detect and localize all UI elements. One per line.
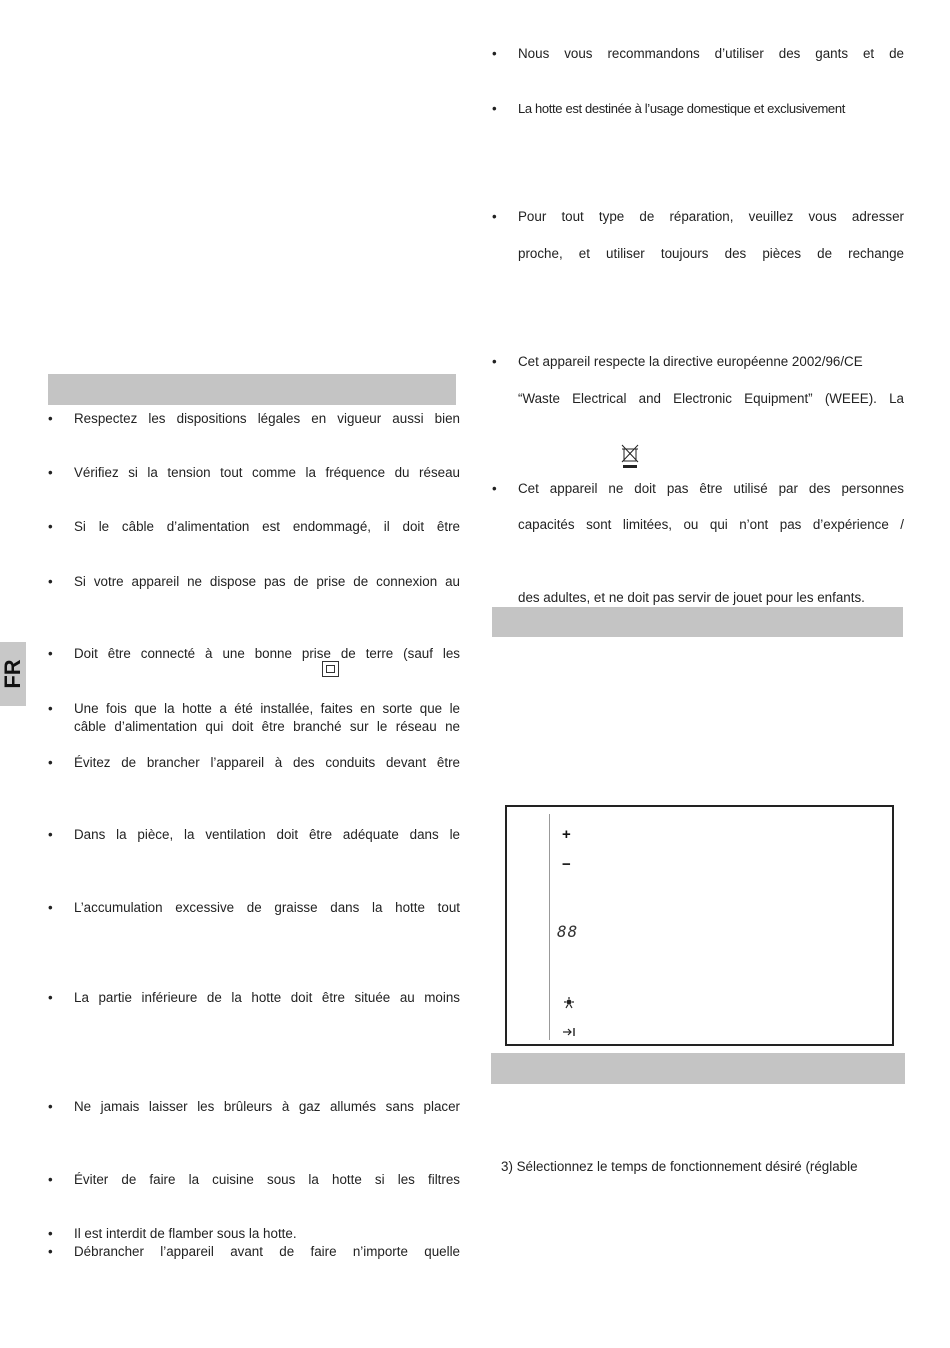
- timer-icon[interactable]: [562, 1027, 576, 1037]
- section-header-bar-use: [492, 607, 903, 637]
- weee-bin-icon: [621, 444, 639, 468]
- section-header-bar-safety: [48, 374, 456, 405]
- list-item-text: La partie inférieure de la hotte doit être située au moins: [74, 990, 460, 1005]
- list-item-text: La hotte est destinée à l’usage domestique et exclusivement: [518, 101, 845, 116]
- list-item-text: câble d’alimentation qui doit être branché sur le réseau ne: [74, 719, 460, 734]
- bullet-mark: •: [48, 1172, 53, 1187]
- list-item-text: Respectez les dispositions légales en vigueur aussi bien: [74, 411, 460, 426]
- bullet-mark: •: [48, 646, 53, 661]
- bullet-mark: •: [48, 900, 53, 915]
- control-panel-diagram: [505, 805, 894, 1046]
- list-item-text: Si le câble d’alimentation est endommagé, il doit être: [74, 519, 460, 534]
- list-item-text: “Waste Electrical and Electronic Equipment” (WEEE). La: [518, 391, 904, 406]
- list-item-text: Éviter de faire la cuisine sous la hotte si les filtres: [74, 1172, 460, 1187]
- list-item-text: Doit être connecté à une bonne prise de terre (sauf les: [74, 646, 460, 661]
- bullet-mark: •: [48, 465, 53, 480]
- double-insulation-icon: [322, 661, 339, 677]
- bullet-mark: •: [48, 574, 53, 589]
- list-item-text: Cet appareil ne doit pas être utilisé par des personnes: [518, 481, 904, 496]
- list-item-text: Vérifiez si la tension tout comme la fréquence du réseau: [74, 465, 460, 480]
- list-item-text: des adultes, et ne doit pas servir de jouet pour les enfants.: [518, 590, 865, 605]
- list-item-text: Si votre appareil ne dispose pas de prise de connexion au: [74, 574, 460, 589]
- light-icon[interactable]: [563, 997, 575, 1009]
- control-strip: [549, 814, 586, 1040]
- bullet-mark: •: [492, 46, 497, 61]
- minus-button[interactable]: −: [562, 856, 571, 873]
- list-item-text: proche, et utiliser toujours des pièces de rechange: [518, 246, 904, 261]
- list-item-text: Cet appareil respecte la directive européenne 2002/96/CE: [518, 354, 863, 369]
- list-item-text: Évitez de brancher l’appareil à des conduits devant être: [74, 755, 460, 770]
- bullet-mark: •: [48, 1099, 53, 1114]
- list-item-text: Dans la pièce, la ventilation doit être adéquate dans le: [74, 827, 460, 842]
- language-tab: [0, 642, 26, 706]
- list-item-text: capacités sont limitées, ou qui n’ont pas d’expérience /: [518, 517, 904, 532]
- bullet-mark: •: [48, 755, 53, 770]
- bullet-mark: •: [48, 411, 53, 426]
- list-item-text: L’accumulation excessive de graisse dans la hotte tout: [74, 900, 460, 915]
- bullet-mark: •: [492, 354, 497, 369]
- bullet-mark: •: [492, 481, 497, 496]
- bullet-mark: •: [492, 101, 497, 116]
- plus-button[interactable]: +: [562, 826, 571, 843]
- bullet-mark: •: [492, 209, 497, 224]
- list-item-text: Nous vous recommandons d’utiliser des gants et de: [518, 46, 904, 61]
- bullet-mark: •: [48, 1244, 53, 1259]
- section-header-bar-operation: [491, 1053, 905, 1084]
- bullet-mark: •: [48, 827, 53, 842]
- digital-display: 88: [557, 922, 579, 941]
- language-tab-label: FR: [0, 659, 25, 689]
- bullet-mark: •: [48, 990, 53, 1005]
- list-item-text: Une fois que la hotte a été installée, faites en sorte que le: [74, 701, 460, 716]
- step-instruction-text: 3) Sélectionnez le temps de fonctionnement désiré (réglable: [501, 1159, 858, 1174]
- list-item-text: Débrancher l’appareil avant de faire n’importe quelle: [74, 1244, 460, 1259]
- bullet-mark: •: [48, 519, 53, 534]
- list-item-text: Pour tout type de réparation, veuillez vous adresser: [518, 209, 904, 224]
- list-item-text: Il est interdit de flamber sous la hotte.: [74, 1226, 297, 1241]
- bullet-mark: •: [48, 1226, 53, 1241]
- list-item-text: Ne jamais laisser les brûleurs à gaz allumés sans placer: [74, 1099, 460, 1114]
- bullet-mark: •: [48, 701, 53, 716]
